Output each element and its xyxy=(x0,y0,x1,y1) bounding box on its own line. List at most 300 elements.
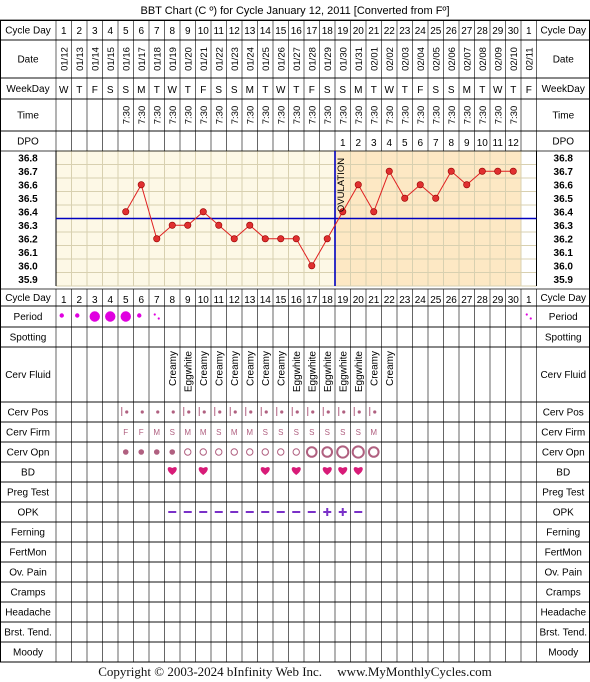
cycle-day-value: 18 xyxy=(321,26,333,37)
row-label-right: Cerv Pos xyxy=(542,407,584,419)
cerv-opn-mark xyxy=(293,449,299,455)
period-spot xyxy=(75,313,79,317)
weekday-value: T xyxy=(510,85,517,96)
cycle-day-value-lower: 10 xyxy=(197,295,209,306)
site-link[interactable]: www.MyMonthlyCycles.com xyxy=(337,664,492,679)
cycle-day-value: 16 xyxy=(290,26,302,37)
cycle-day-value: 1 xyxy=(525,26,532,37)
weekday-value: M xyxy=(137,85,146,96)
row-label-left: OPK xyxy=(17,507,39,519)
cycle-day-value-lower: 24 xyxy=(414,295,426,306)
cerv-opn-mark xyxy=(322,447,332,457)
date-value: 01/14 xyxy=(90,47,102,71)
date-value: 02/10 xyxy=(508,47,520,71)
time-value: 7:30 xyxy=(214,105,226,125)
cerv-fluid-value: Creamy xyxy=(198,351,210,387)
temperature-point xyxy=(402,195,408,201)
cerv-fluid-value: Creamy xyxy=(384,351,396,387)
row-label-right: Brst. Tend. xyxy=(539,627,588,639)
time-value: 7:30 xyxy=(369,105,381,125)
cycle-day-value: 23 xyxy=(399,26,411,37)
date-value: 02/07 xyxy=(462,47,474,71)
row-label-left: DPO xyxy=(17,136,39,148)
cycle-day-value-lower: 17 xyxy=(306,295,318,306)
cycle-day-value-lower: 1 xyxy=(525,295,532,306)
y-tick-left: 36.0 xyxy=(18,261,38,273)
weekday-value: F xyxy=(308,85,315,96)
row-label-right: Ferning xyxy=(546,527,581,539)
date-value: 01/19 xyxy=(167,47,179,71)
cerv-opn-mark xyxy=(216,449,222,455)
dpo-value: 12 xyxy=(507,138,519,149)
cycle-day-value: 29 xyxy=(492,26,504,37)
temperature-point xyxy=(247,222,253,228)
temperature-point xyxy=(495,168,501,174)
date-value: 01/23 xyxy=(229,47,241,71)
time-value: 7:30 xyxy=(415,105,427,125)
row-label-right: Spotting xyxy=(544,332,582,344)
date-value: 01/15 xyxy=(105,47,117,71)
bd-heart-icon xyxy=(354,467,363,475)
bd-heart-icon xyxy=(292,467,301,475)
y-tick-right: 36.6 xyxy=(553,180,573,192)
date-value: 02/08 xyxy=(477,47,489,71)
cycle-day-value-lower: 14 xyxy=(259,295,271,306)
row-label-left: Ov. Pain xyxy=(9,567,47,579)
row-label-left: Cerv Firm xyxy=(6,427,50,439)
cerv-fluid-value: Eggwhite xyxy=(291,351,303,393)
cerv-pos-dot xyxy=(125,410,128,413)
dpo-value: 4 xyxy=(386,138,393,149)
date-value: 02/03 xyxy=(400,47,412,71)
row-label-right: DPO xyxy=(552,136,575,148)
weekday-value: T xyxy=(153,85,160,96)
row-label-right: Moody xyxy=(548,647,579,659)
cycle-day-value-lower: 13 xyxy=(244,295,256,306)
y-tick-right: 36.1 xyxy=(553,247,573,259)
cycle-day-value-lower: 21 xyxy=(368,295,380,306)
cerv-firm-value: S xyxy=(169,428,175,437)
weekday-value: S xyxy=(339,85,347,96)
cycle-day-value-lower: 12 xyxy=(228,295,240,306)
cycle-day-value-lower: 2 xyxy=(76,295,83,306)
cycle-day-value: 7 xyxy=(153,26,160,37)
weekday-value: T xyxy=(293,85,300,96)
temperature-point xyxy=(123,209,129,215)
period-dot xyxy=(154,313,156,315)
date-value: 02/06 xyxy=(446,47,458,71)
cerv-fluid-value: Creamy xyxy=(245,351,257,387)
cycle-day-value: 3 xyxy=(91,26,98,37)
copyright-text: Copyright © 2003-2024 bInfinity Web Inc. xyxy=(98,664,323,679)
period-flow xyxy=(121,311,131,321)
row-label-left: Moody xyxy=(12,647,44,659)
time-value: 7:30 xyxy=(229,105,241,125)
weekday-value: W xyxy=(384,85,394,96)
cycle-day-value-lower: 1 xyxy=(60,295,67,306)
date-value: 01/13 xyxy=(74,47,86,71)
cerv-fluid-value: Eggwhite xyxy=(322,351,334,393)
weekday-value: F xyxy=(200,85,207,96)
cerv-opn-mark xyxy=(123,449,129,455)
temperature-point xyxy=(278,236,284,242)
temperature-point xyxy=(185,222,191,228)
cerv-fluid-value: Eggwhite xyxy=(353,351,365,393)
weekday-value: F xyxy=(525,85,532,96)
cycle-day-value-lower: 29 xyxy=(492,295,504,306)
cerv-opn-mark xyxy=(262,449,268,455)
cerv-firm-value: F xyxy=(138,428,144,437)
time-value: 7:30 xyxy=(245,105,257,125)
cerv-opn-mark xyxy=(307,447,317,457)
temperature-point xyxy=(433,195,439,201)
time-value: 7:30 xyxy=(508,105,520,125)
weekday-value: S xyxy=(447,85,455,96)
cycle-day-value: 30 xyxy=(507,26,519,37)
time-value: 7:30 xyxy=(291,105,303,125)
weekday-value: S xyxy=(215,85,223,96)
y-tick-right: 36.2 xyxy=(553,234,573,246)
cycle-day-value-lower: 15 xyxy=(275,295,287,306)
cerv-pos-dot xyxy=(311,410,314,413)
weekday-value: S xyxy=(106,85,114,96)
cerv-opn-mark xyxy=(278,449,284,455)
cerv-pos-dot xyxy=(203,410,206,413)
bd-heart-icon xyxy=(199,467,208,475)
temperature-point xyxy=(293,236,299,242)
cycle-day-value-lower: 16 xyxy=(290,295,302,306)
y-tick-right: 36.8 xyxy=(553,153,573,165)
cycle-day-value: 22 xyxy=(383,26,395,37)
y-tick-right: 35.9 xyxy=(553,274,573,286)
time-value: 7:30 xyxy=(384,105,396,125)
cerv-pos-dot xyxy=(218,410,221,413)
time-value: 7:30 xyxy=(121,105,133,125)
cycle-day-value: 26 xyxy=(445,26,457,37)
cerv-firm-value: S xyxy=(309,428,315,437)
cycle-day-value-lower: 26 xyxy=(445,295,457,306)
cerv-fluid-value: Eggwhite xyxy=(183,351,195,393)
cerv-fluid-value: Creamy xyxy=(369,351,381,387)
cerv-firm-value: M xyxy=(199,428,207,437)
cerv-firm-value: S xyxy=(293,428,299,437)
cerv-fluid-value: Creamy xyxy=(276,351,288,387)
cycle-day-value-lower: 28 xyxy=(476,295,488,306)
cycle-day-value-lower: 18 xyxy=(321,295,333,306)
weekday-value: M xyxy=(462,85,471,96)
cerv-firm-value: M xyxy=(153,428,161,437)
cerv-opn-mark xyxy=(353,446,364,457)
time-value: 7:30 xyxy=(276,105,288,125)
time-value: 7:30 xyxy=(477,105,489,125)
row-label-left: Date xyxy=(17,54,39,66)
time-value: 7:30 xyxy=(431,105,443,125)
weekday-value: T xyxy=(184,85,191,96)
row-label-left: Cycle Day xyxy=(5,293,51,304)
period-dot xyxy=(530,317,532,319)
row-label-right: Period xyxy=(548,312,578,323)
cerv-firm-value: S xyxy=(216,428,222,437)
row-label-left: Spotting xyxy=(9,332,47,344)
row-label-right: Headache xyxy=(540,607,587,619)
date-value: 01/22 xyxy=(214,47,226,71)
cerv-pos-dot xyxy=(265,410,268,413)
cycle-day-value: 11 xyxy=(213,26,224,37)
y-tick-right: 36.5 xyxy=(553,193,573,205)
chart-title: BBT Chart (C º) for Cycle January 12, 2011 [Converted from Fº] xyxy=(140,5,450,17)
weekday-value: T xyxy=(401,85,408,96)
cycle-day-value: 8 xyxy=(169,26,176,37)
cerv-firm-value: M xyxy=(246,428,254,437)
dpo-value: 2 xyxy=(355,138,362,149)
cerv-pos-dot xyxy=(280,410,283,413)
y-tick-left: 36.6 xyxy=(18,180,38,192)
cerv-firm-value: M xyxy=(184,428,192,437)
cerv-opn-mark xyxy=(247,449,253,455)
period-dot xyxy=(526,313,528,315)
period-flow xyxy=(105,311,115,321)
time-value: 7:30 xyxy=(462,105,474,125)
cerv-firm-value: M xyxy=(370,428,378,437)
cerv-pos-dot xyxy=(141,410,144,413)
cycle-day-value: 2 xyxy=(76,26,83,37)
weekday-value: T xyxy=(76,85,83,96)
row-label-right: Date xyxy=(552,54,574,66)
dpo-value: 3 xyxy=(370,138,377,149)
row-label-right: Preg Test xyxy=(542,487,585,499)
row-label-left: BD xyxy=(21,467,35,479)
y-tick-left: 36.2 xyxy=(18,234,38,246)
cerv-firm-value: S xyxy=(340,428,346,437)
cycle-day-value-lower: 9 xyxy=(184,295,191,306)
bd-heart-icon xyxy=(168,467,177,475)
temperature-point xyxy=(200,209,206,215)
cycle-day-value-lower: 8 xyxy=(169,295,176,306)
dpo-value: 8 xyxy=(448,138,455,149)
row-label-right: Cerv Fluid xyxy=(540,370,587,381)
date-value: 02/02 xyxy=(384,47,396,71)
cycle-day-value: 9 xyxy=(184,26,191,37)
y-tick-right: 36.7 xyxy=(553,166,573,178)
cerv-pos-dot xyxy=(187,410,190,413)
temperature-point xyxy=(464,182,470,188)
row-label-right: Cramps xyxy=(545,587,581,599)
cycle-day-value: 4 xyxy=(107,26,114,37)
weekday-value: W xyxy=(59,85,69,96)
cycle-day-value: 14 xyxy=(259,26,271,37)
time-value: 7:30 xyxy=(136,105,148,125)
row-label-left: FertMon xyxy=(9,547,47,559)
temperature-point xyxy=(479,168,485,174)
footer xyxy=(0,664,590,680)
cycle-day-value: 10 xyxy=(197,26,209,37)
row-label-right: Ov. Pain xyxy=(544,567,583,579)
cycle-day-value-lower: 6 xyxy=(138,295,145,306)
cerv-pos-dot xyxy=(373,410,376,413)
cerv-pos-dot xyxy=(156,410,159,413)
y-tick-left: 36.5 xyxy=(18,193,38,205)
row-label-right: WeekDay xyxy=(541,84,585,95)
row-label-left: WeekDay xyxy=(6,84,50,95)
row-label-left: Time xyxy=(17,110,39,122)
cycle-day-value: 12 xyxy=(228,26,240,37)
temperature-point xyxy=(324,236,330,242)
weekday-value: S xyxy=(432,85,440,96)
row-label-right: OPK xyxy=(552,507,574,519)
cycle-day-value-lower: 30 xyxy=(507,295,519,306)
cerv-pos-dot xyxy=(327,410,330,413)
date-value: 02/11 xyxy=(524,47,536,71)
dpo-value: 5 xyxy=(401,138,408,149)
y-tick-left: 36.7 xyxy=(18,166,38,178)
cycle-day-value: 25 xyxy=(430,26,442,37)
cycle-day-value-lower: 20 xyxy=(352,295,364,306)
cycle-day-value-lower: 27 xyxy=(461,295,473,306)
cerv-fluid-value: Eggwhite xyxy=(338,351,350,393)
row-label-left: Period xyxy=(13,312,43,323)
dpo-value: 1 xyxy=(339,138,346,149)
weekday-value: W xyxy=(167,85,177,96)
date-value: 02/09 xyxy=(493,47,505,71)
dpo-value: 11 xyxy=(492,138,503,149)
time-value: 7:30 xyxy=(260,105,272,125)
time-value: 7:30 xyxy=(493,105,505,125)
period-spot xyxy=(60,313,64,317)
cerv-opn-mark xyxy=(138,449,144,455)
period-spot xyxy=(137,313,141,317)
weekday-value: T xyxy=(262,85,269,96)
temperature-point xyxy=(169,222,175,228)
weekday-value: T xyxy=(370,85,377,96)
cerv-firm-value: S xyxy=(278,428,284,437)
date-value: 01/12 xyxy=(59,47,71,71)
date-value: 01/24 xyxy=(245,47,257,71)
temperature-point xyxy=(216,222,222,228)
bd-heart-icon xyxy=(338,467,347,475)
date-value: 01/27 xyxy=(291,47,303,71)
cerv-pos-dot xyxy=(296,410,299,413)
dpo-value: 10 xyxy=(476,138,488,149)
date-value: 01/31 xyxy=(353,47,365,71)
temperature-point xyxy=(371,209,377,215)
period-flow xyxy=(90,311,100,321)
cycle-day-value: 28 xyxy=(476,26,488,37)
weekday-value: M xyxy=(354,85,363,96)
time-value: 7:30 xyxy=(183,105,195,125)
cerv-opn-mark xyxy=(231,449,237,455)
time-value: 7:30 xyxy=(446,105,458,125)
row-label-right: Cerv Opn xyxy=(541,447,585,459)
cycle-day-value-lower: 25 xyxy=(430,295,442,306)
cycle-day-value: 21 xyxy=(368,26,380,37)
cerv-firm-value: S xyxy=(262,428,268,437)
row-label-left: Ferning xyxy=(11,527,45,539)
cycle-day-value-lower: 3 xyxy=(91,295,98,306)
date-value: 01/25 xyxy=(260,47,272,71)
weekday-value: F xyxy=(91,85,98,96)
y-tick-left: 36.3 xyxy=(18,220,38,232)
cycle-day-value: 1 xyxy=(60,26,67,37)
date-value: 01/21 xyxy=(198,47,210,71)
ovulation-label: OVULATION xyxy=(336,157,347,213)
cerv-opn-mark xyxy=(169,449,175,455)
cycle-day-value: 20 xyxy=(352,26,364,37)
cerv-pos-dot xyxy=(249,410,252,413)
cerv-pos-dot xyxy=(234,410,237,413)
dpo-value: 9 xyxy=(463,138,470,149)
cerv-firm-value: F xyxy=(123,428,129,437)
row-label-right: BD xyxy=(556,467,571,479)
row-label-left: Cramps xyxy=(10,587,46,599)
cerv-opn-mark xyxy=(369,447,379,457)
cerv-opn-mark xyxy=(185,449,191,455)
cycle-day-value: 6 xyxy=(138,26,145,37)
cerv-pos-dot xyxy=(172,410,175,413)
temperature-point xyxy=(138,182,144,188)
date-value: 02/05 xyxy=(431,47,443,71)
cycle-day-value-lower: 23 xyxy=(399,295,411,306)
cycle-day-value: 27 xyxy=(461,26,473,37)
row-label-left: Cerv Fluid xyxy=(5,370,51,381)
row-label-left: Preg Test xyxy=(6,487,50,499)
cycle-day-value: 19 xyxy=(337,26,349,37)
time-value: 7:30 xyxy=(198,105,210,125)
temperature-point xyxy=(309,263,315,269)
y-tick-left: 36.4 xyxy=(18,207,38,219)
row-label-right: Time xyxy=(552,110,575,122)
cycle-day-value-lower: 22 xyxy=(383,295,395,306)
row-label-left: Cerv Pos xyxy=(7,407,49,419)
temperature-point xyxy=(154,236,160,242)
weekday-value: S xyxy=(122,85,130,96)
row-label-right: Cycle Day xyxy=(540,25,587,37)
weekday-value: F xyxy=(417,85,424,96)
dpo-value: 7 xyxy=(432,138,439,149)
cerv-fluid-value: Creamy xyxy=(260,351,272,387)
date-value: 02/04 xyxy=(415,47,427,71)
weekday-value: S xyxy=(323,85,331,96)
time-value: 7:30 xyxy=(400,105,412,125)
date-value: 01/17 xyxy=(136,47,148,71)
cerv-fluid-value: Creamy xyxy=(229,351,241,387)
cycle-day-value: 15 xyxy=(275,26,287,37)
temperature-point xyxy=(262,236,268,242)
y-tick-right: 36.3 xyxy=(553,220,573,232)
bd-heart-icon xyxy=(323,467,332,475)
time-value: 7:30 xyxy=(338,105,350,125)
time-value: 7:30 xyxy=(307,105,319,125)
temperature-point xyxy=(231,236,237,242)
cycle-day-value-lower: 7 xyxy=(153,295,160,306)
cerv-firm-value: S xyxy=(355,428,361,437)
date-value: 01/28 xyxy=(307,47,319,71)
temperature-point xyxy=(386,168,392,174)
temperature-point xyxy=(448,168,454,174)
weekday-value: W xyxy=(276,85,286,96)
cerv-opn-mark xyxy=(154,449,160,455)
cerv-firm-value: M xyxy=(230,428,238,437)
date-value: 01/29 xyxy=(322,47,334,71)
time-value: 7:30 xyxy=(322,105,334,125)
y-tick-left: 35.9 xyxy=(18,274,38,286)
row-label-left: Brst. Tend. xyxy=(4,627,52,639)
cerv-pos-dot xyxy=(342,410,345,413)
row-label-left: Headache xyxy=(5,607,51,619)
cerv-firm-value: S xyxy=(324,428,330,437)
row-label-right: Cycle Day xyxy=(540,293,587,304)
cerv-fluid-value: Eggwhite xyxy=(307,351,319,393)
bd-heart-icon xyxy=(261,467,270,475)
